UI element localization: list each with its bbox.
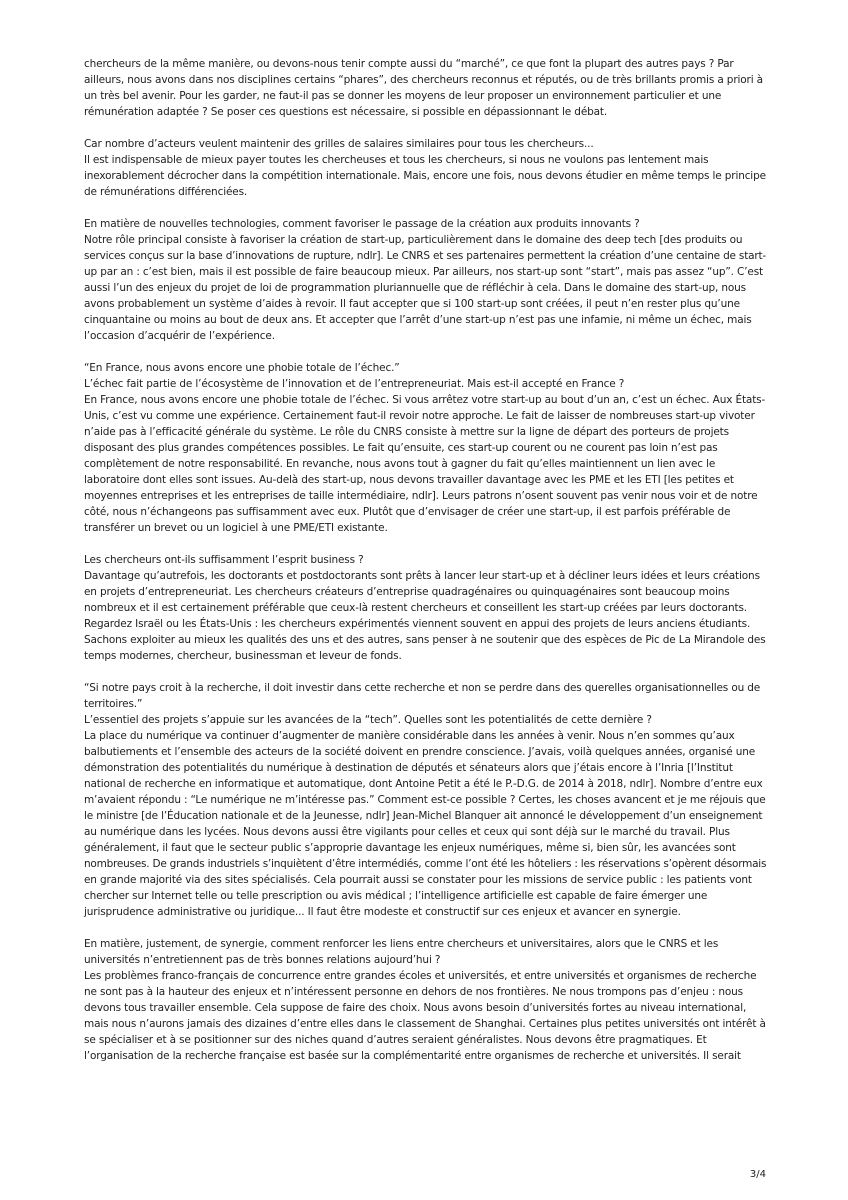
- paragraph: [84, 56, 766, 120]
- text-line: Regardez Israël ou les États-Unis : les chercheurs expérimentés viennent souvent en appui des projets de leurs anciens étudiants.: [84, 618, 751, 630]
- paragraph: [84, 360, 766, 536]
- text-line: national de recherche en informatique et automatique, dont Antoine Petit a été le P.-D.G. de 2014 à 2018, ndlr]. Nombre d’entre eux: [84, 778, 763, 790]
- text-line: côté, nous n’échangeons pas suffisamment avec eux. Plutôt que d’envisager de créer une start-up, il est parfois préférable de: [84, 506, 731, 518]
- text-line: L’échec fait partie de l’écosystème de l’innovation et de l’entrepreneuriat. Mais est-il accepté en France ?: [84, 378, 625, 390]
- text-line: temps modernes, chercheur, businessman et leveur de fonds.: [84, 650, 402, 662]
- text-line: Sachons exploiter au mieux les qualités des uns et des autres, sans penser à ne soutenir que des espèces de Pic de La Mirandole des: [84, 634, 766, 646]
- text-line: démonstration des potentialités du numérique à destination de députés et sénateurs alors que j’étais encore à l’Inria [l’Institut: [84, 762, 733, 774]
- text-line: cinquantaine ou moins au bout de deux ans. Et accepter que l’arrêt d’une start-up n’est pas une infamie, ni même un échec, mais: [84, 314, 752, 326]
- text-line: disposant des plus grandes compétences possibles. Le fait qu’ensuite, ces start-up courent ou ne courent pas loin n’est pas: [84, 442, 718, 454]
- page-number: 3/4: [749, 1169, 766, 1180]
- text-line: au numérique dans les lycées. Nous devons aussi être vigilants pour celles et ceux qui sont déjà sur le marché du travail. Plus: [84, 826, 730, 838]
- text-line: n’aide pas à l’efficacité générale du système. Le rôle du CNRS consiste à mettre sur la ligne de départ des porteurs de projets: [84, 426, 729, 438]
- paragraph: [84, 216, 766, 344]
- text-line: Il est indispensable de mieux payer toutes les chercheuses et tous les chercheurs, si nous ne voulons pas lentement mais: [84, 154, 709, 166]
- text-line: moyennes entreprises et les entreprises de taille intermédiaire, ndlr]. Leurs patrons n’osent souvent pas venir nous voir et de notre: [84, 490, 758, 502]
- text-line: chercher sur Internet telle ou telle prescription ou avis médical ; l’intelligence artificielle est capable de faire émerger une: [84, 890, 708, 902]
- text-line: Les problèmes franco-français de concurrence entre grandes écoles et universités, et entre universités et organismes de recherche: [84, 970, 757, 982]
- text-line: laboratoire dont elles sont issues. Au-delà des start-up, nous devons travailler davantage avec les PME et les ETI [les petites et: [84, 474, 734, 486]
- text-line: En matière de nouvelles technologies, comment favoriser le passage de la création aux produits innovants ?: [84, 218, 640, 230]
- text-line: en grande majorité via des sites spécialisés. Cela pourrait aussi se constater pour les missions de service public : les patients vont: [84, 874, 752, 886]
- text-line: up par an : c’est bien, mais il est possible de faire beaucoup mieux. Par ailleurs, nos start-up sont “start”, mais pas assez “up”. C’est: [84, 266, 764, 278]
- text-line: transférer un brevet ou un logiciel à une PME/ETI existante.: [84, 522, 388, 534]
- text-line: en projets d’entrepreneuriat. Les chercheurs créateurs d’entreprise quadragénaires ou quinquagénaires sont beaucoup moins: [84, 586, 730, 598]
- text-line: nombreux et il est certainement préférable que ceux-là restent chercheurs et conseillent les start-up créées par leurs doctorants.: [84, 602, 747, 614]
- text-line: chercheurs de la même manière, ou devons-nous tenir compte aussi du “marché”, ce que font la plupart des autres pays ? Par: [84, 58, 734, 70]
- text-line: L’essentiel des projets s’appuie sur les avancées de la “tech”. Quelles sont les potentialités de cette dernière ?: [84, 714, 652, 726]
- text-line: complètement de notre responsabilité. En revanche, nous avons tout à gagner du fait qu’elles maintiennent un lien avec le: [84, 458, 716, 470]
- text-line: rémunération adaptée ? Se poser ces questions est nécessaire, si possible en dépassionnant le débat.: [84, 106, 608, 118]
- text-line: jurisprudence administrative ou juridique... Il faut être modeste et constructif sur ces enjeux et avancer en synergie.: [84, 906, 681, 918]
- paragraph: [84, 136, 766, 200]
- text-line: un très bel avenir. Pour les garder, ne faut-il pas se donner les moyens de leur proposer un environnement particulier et une: [84, 90, 722, 102]
- text-line: l’organisation de la recherche française est basée sur la complémentarité entre organismes de recherche et universités. Il serait: [84, 1050, 741, 1062]
- text-line: Notre rôle principal consiste à favoriser la création de start-up, particulièrement dans le domaine des deep tech [des produits ou: [84, 234, 743, 246]
- text-line: le ministre [de l’Éducation nationale et de la Jeunesse, ndlr] Jean-Michel Blanquer ait annoncé le développement d’un enseignement: [84, 810, 763, 822]
- text-line: ailleurs, nous avons dans nos disciplines certains “phares”, des chercheurs reconnus et réputés, ou de très brillants promis a priori à: [84, 74, 763, 86]
- text-line: inexorablement décrocher dans la compétition internationale. Mais, encore une fois, nous devons étudier en même temps le principe: [84, 170, 766, 182]
- text-line: Davantage qu’autrefois, les doctorants et postdoctorants sont prêts à lancer leur start-up et à décliner leurs idées et leurs créations: [84, 570, 760, 582]
- text-line: avons probablement un système d’aides à revoir. Il faut accepter que si 100 start-up sont créées, il peut n’en rester plus qu’une: [84, 298, 740, 310]
- text-line: balbutiements et l’ensemble des acteurs de la société doivent en prendre conscience. J’avais, voilà quelques années, organisé une: [84, 746, 756, 758]
- text-line: Unis, c’est vu comme une expérience. Certainement faut-il revoir notre approche. Le fait de laisser de nombreuses start-up vivoter: [84, 410, 755, 422]
- text-line: services conçus sur la base d’innovations de rupture, ndlr]. Le CNRS et ses partenaires permettent la création d’une centaine de start-: [84, 250, 766, 262]
- text-line: m’avaient répondu : “Le numérique ne m’intéresse pas.” Comment est-ce possible ? Certes, les choses avancent et je me réjouis que: [84, 794, 766, 806]
- document-body: [84, 56, 766, 1080]
- text-line: En matière, justement, de synergie, comment renforcer les liens entre chercheurs et universitaires, alors que le CNRS et les: [84, 938, 719, 950]
- text-line: aussi l’un des enjeux du projet de loi de programmation pluriannuelle que de réfléchir à cela. Dans le domaine des start-up, nous: [84, 282, 746, 294]
- text-line: Les chercheurs ont-ils suffisamment l’esprit business ?: [84, 554, 364, 566]
- text-line: “En France, nous avons encore une phobie totale de l’échec.”: [84, 362, 400, 374]
- text-line: “Si notre pays croit à la recherche, il doit investir dans cette recherche et non se perdre dans des querelles organisationnelles ou de: [84, 682, 761, 694]
- paragraph: [84, 936, 766, 1064]
- text-line: nombreuses. De grands industriels s’inquiètent d’être intermédiés, comme l’ont été les hôteliers : les réservations s’opèrent désormais: [84, 858, 767, 870]
- text-line: universités n’entretiennent pas de très bonnes relations aujourd’hui ?: [84, 954, 441, 966]
- paragraph: [84, 680, 766, 920]
- text-line: En France, nous avons encore une phobie totale de l’échec. Si vous arrêtez votre start-up au bout d’un an, c’est un échec. Aux États-: [84, 394, 766, 406]
- text-line: l’occasion d’acquérir de l’expérience.: [84, 330, 275, 342]
- text-line: Car nombre d’acteurs veulent maintenir des grilles de salaires similaires pour tous les chercheurs...: [84, 138, 594, 150]
- text-line: ne sont pas à la hauteur des enjeux et n’intéressent personne en dehors de nos frontières. Ne nous trompons pas d’enjeu : nous: [84, 986, 743, 998]
- text-line: territoires.”: [84, 698, 143, 710]
- text-line: La place du numérique va continuer d’augmenter de manière considérable dans les années à venir. Nous n’en sommes qu’aux: [84, 730, 735, 742]
- text-line: devons tous travailler ensemble. Cela suppose de faire des choix. Nous avons besoin d’universités fortes au niveau international,: [84, 1002, 747, 1014]
- text-line: généralement, il faut que le secteur public s’approprie davantage les enjeux numériques, même si, bien sûr, les avancées sont: [84, 842, 736, 854]
- text-line: de rémunérations différenciées.: [84, 186, 248, 198]
- paragraph: [84, 552, 766, 664]
- text-line: se spécialiser et à se positionner sur des niches quand d’autres seraient généralistes. Nous devons être pragmatiques. Et: [84, 1034, 707, 1046]
- text-line: mais nous n’aurons jamais des dizaines d’entre elles dans le classement de Shanghai. Certaines plus petites universités ont intérêt à: [84, 1018, 766, 1030]
